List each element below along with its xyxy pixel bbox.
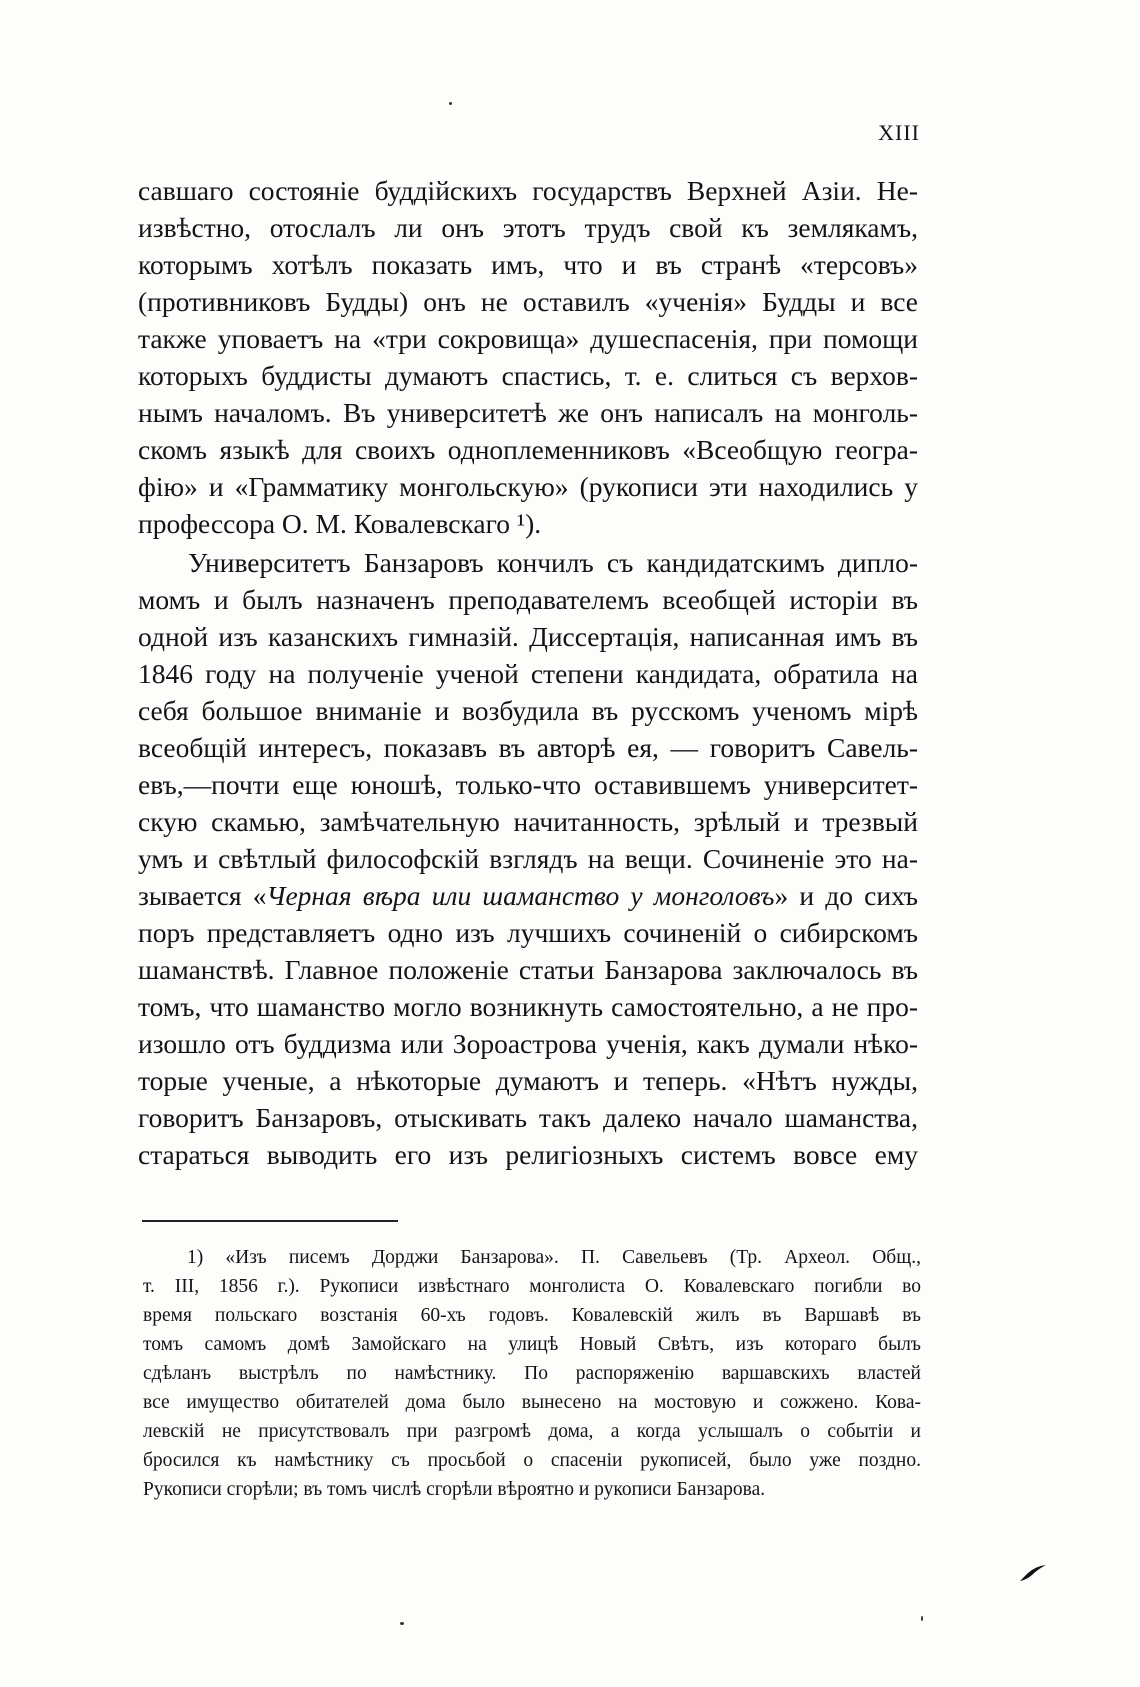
- body-line: савшаго состоянiе буддiйскихъ государствъ Верхней Азiи. Не-: [138, 175, 918, 206]
- ink-mark-icon: [1018, 1563, 1048, 1583]
- scan-speck: [400, 1622, 404, 1625]
- footnote-line: левскiй не присутствовалъ при разгромѣ дома, а когда услышалъ о событiи и: [143, 1421, 921, 1442]
- book-title: Черная вѣра или шаманство у монголовъ: [266, 880, 775, 911]
- body-line: момъ и былъ назначенъ преподавателемъ всеобщей исторiи въ: [138, 584, 918, 615]
- body-line: поръ представляетъ одно изъ лучшихъ сочиненiй о сибирскомъ: [138, 917, 918, 948]
- body-line: извѣстно, отослалъ ли онъ этотъ трудъ свой къ землякамъ,: [138, 212, 918, 243]
- body-line: [138, 879, 918, 913]
- page-number: XIII: [878, 120, 920, 145]
- footnote-line: бросился къ намѣстнику съ просьбой о спасенiи рукописей, было уже поздно.: [143, 1450, 921, 1471]
- body-line: изошло отъ буддизма или Зороастрова ученiя, какъ думали нѣко-: [138, 1028, 918, 1059]
- body-line: нымъ началомъ. Въ университетѣ же онъ написалъ на монголь-: [138, 397, 918, 428]
- body-line: шаманствѣ. Главное положенiе статьи Банзарова заключалось въ: [138, 954, 918, 985]
- body-line: которымъ хотѣлъ показать имъ, что и въ странѣ «терсовъ»: [138, 249, 918, 280]
- footnote-line: время польскаго возстанiя 60-хъ годовъ. Ковалевскiй жилъ въ Варшавѣ въ: [143, 1305, 921, 1326]
- body-line: которыхъ буддисты думаютъ спастись, т. е. слиться съ верхов-: [138, 360, 918, 391]
- body-line: одной изъ казанскихъ гимназiй. Диссертацiя, написанная имъ въ: [138, 621, 918, 652]
- footnote-line: все имущество обитателей дома было вынесено на мостовую и сожжено. Кова-: [143, 1392, 921, 1413]
- body-line: скую скамью, замѣчательную начитанность, зрѣлый и трезвый: [138, 806, 918, 837]
- footnote-divider: [142, 1220, 398, 1222]
- footnote-line: т. III, 1856 г.). Рукописи извѣстнаго монголиста О. Ковалевскаго погибли во: [143, 1276, 921, 1297]
- scan-speck: [449, 102, 452, 105]
- body-line: томъ, что шаманство могло возникнуть самостоятельно, а не про-: [138, 991, 918, 1022]
- body-line: скомъ языкѣ для своихъ одноплеменниковъ «Всеобщую геогра-: [138, 434, 918, 465]
- footnote-line: сдѣланъ выстрѣлъ по намѣстнику. По распоряженiю варшавскихъ властей: [143, 1363, 921, 1384]
- footnote-line: томъ самомъ домѣ Замойскаго на улицѣ Новый Свѣтъ, изъ котораго былъ: [143, 1334, 921, 1355]
- body-line: фiю» и «Грамматику монгольскую» (рукописи эти находились у: [138, 471, 918, 502]
- body-line: профессора О. М. Ковалевскаго ¹).: [138, 508, 542, 539]
- body-line: себя большое вниманiе и возбудила въ русскомъ ученомъ мiрѣ: [138, 695, 918, 726]
- body-line: умъ и свѣтлый философскiй взглядъ на вещи. Сочиненiе это на-: [138, 843, 918, 874]
- body-line: всеобщiй интересъ, показавъ въ авторѣ ея, — говоритъ Савель-: [138, 732, 918, 763]
- body-line: также уповаетъ на «три сокровища» душеспасенiя, при помощи: [138, 323, 918, 354]
- body-line: Университетъ Банзаровъ кончилъ съ кандидатскимъ дипло-: [188, 547, 918, 578]
- scan-speck: [921, 1616, 923, 1621]
- footnote-line: 1) «Изъ писемъ Дорджи Банзарова». П. Савельевъ (Тр. Археол. Общ.,: [187, 1247, 921, 1268]
- body-text: зывается «: [138, 880, 267, 911]
- body-line: 1846 году на полученiе ученой степени кандидата, обратила на: [138, 658, 918, 689]
- body-line: (противниковъ Будды) онъ не оставилъ «ученiя» Будды и все: [138, 286, 918, 317]
- body-line: евъ,—почти еще юношѣ, только-что оставившемъ университет-: [138, 769, 918, 800]
- body-text: » и до сихъ: [774, 880, 919, 911]
- footnote-line: Рукописи сгорѣли; въ томъ числѣ сгорѣли вѣроятно и рукописи Банзарова.: [143, 1479, 766, 1500]
- body-line: стараться выводить его изъ религiозныхъ системъ вовсе ему: [138, 1139, 918, 1170]
- body-line: торые ученые, а нѣкоторые думаютъ и теперь. «Нѣтъ нужды,: [138, 1065, 918, 1096]
- body-line: говоритъ Банзаровъ, отыскивать такъ далеко начало шаманства,: [138, 1102, 918, 1133]
